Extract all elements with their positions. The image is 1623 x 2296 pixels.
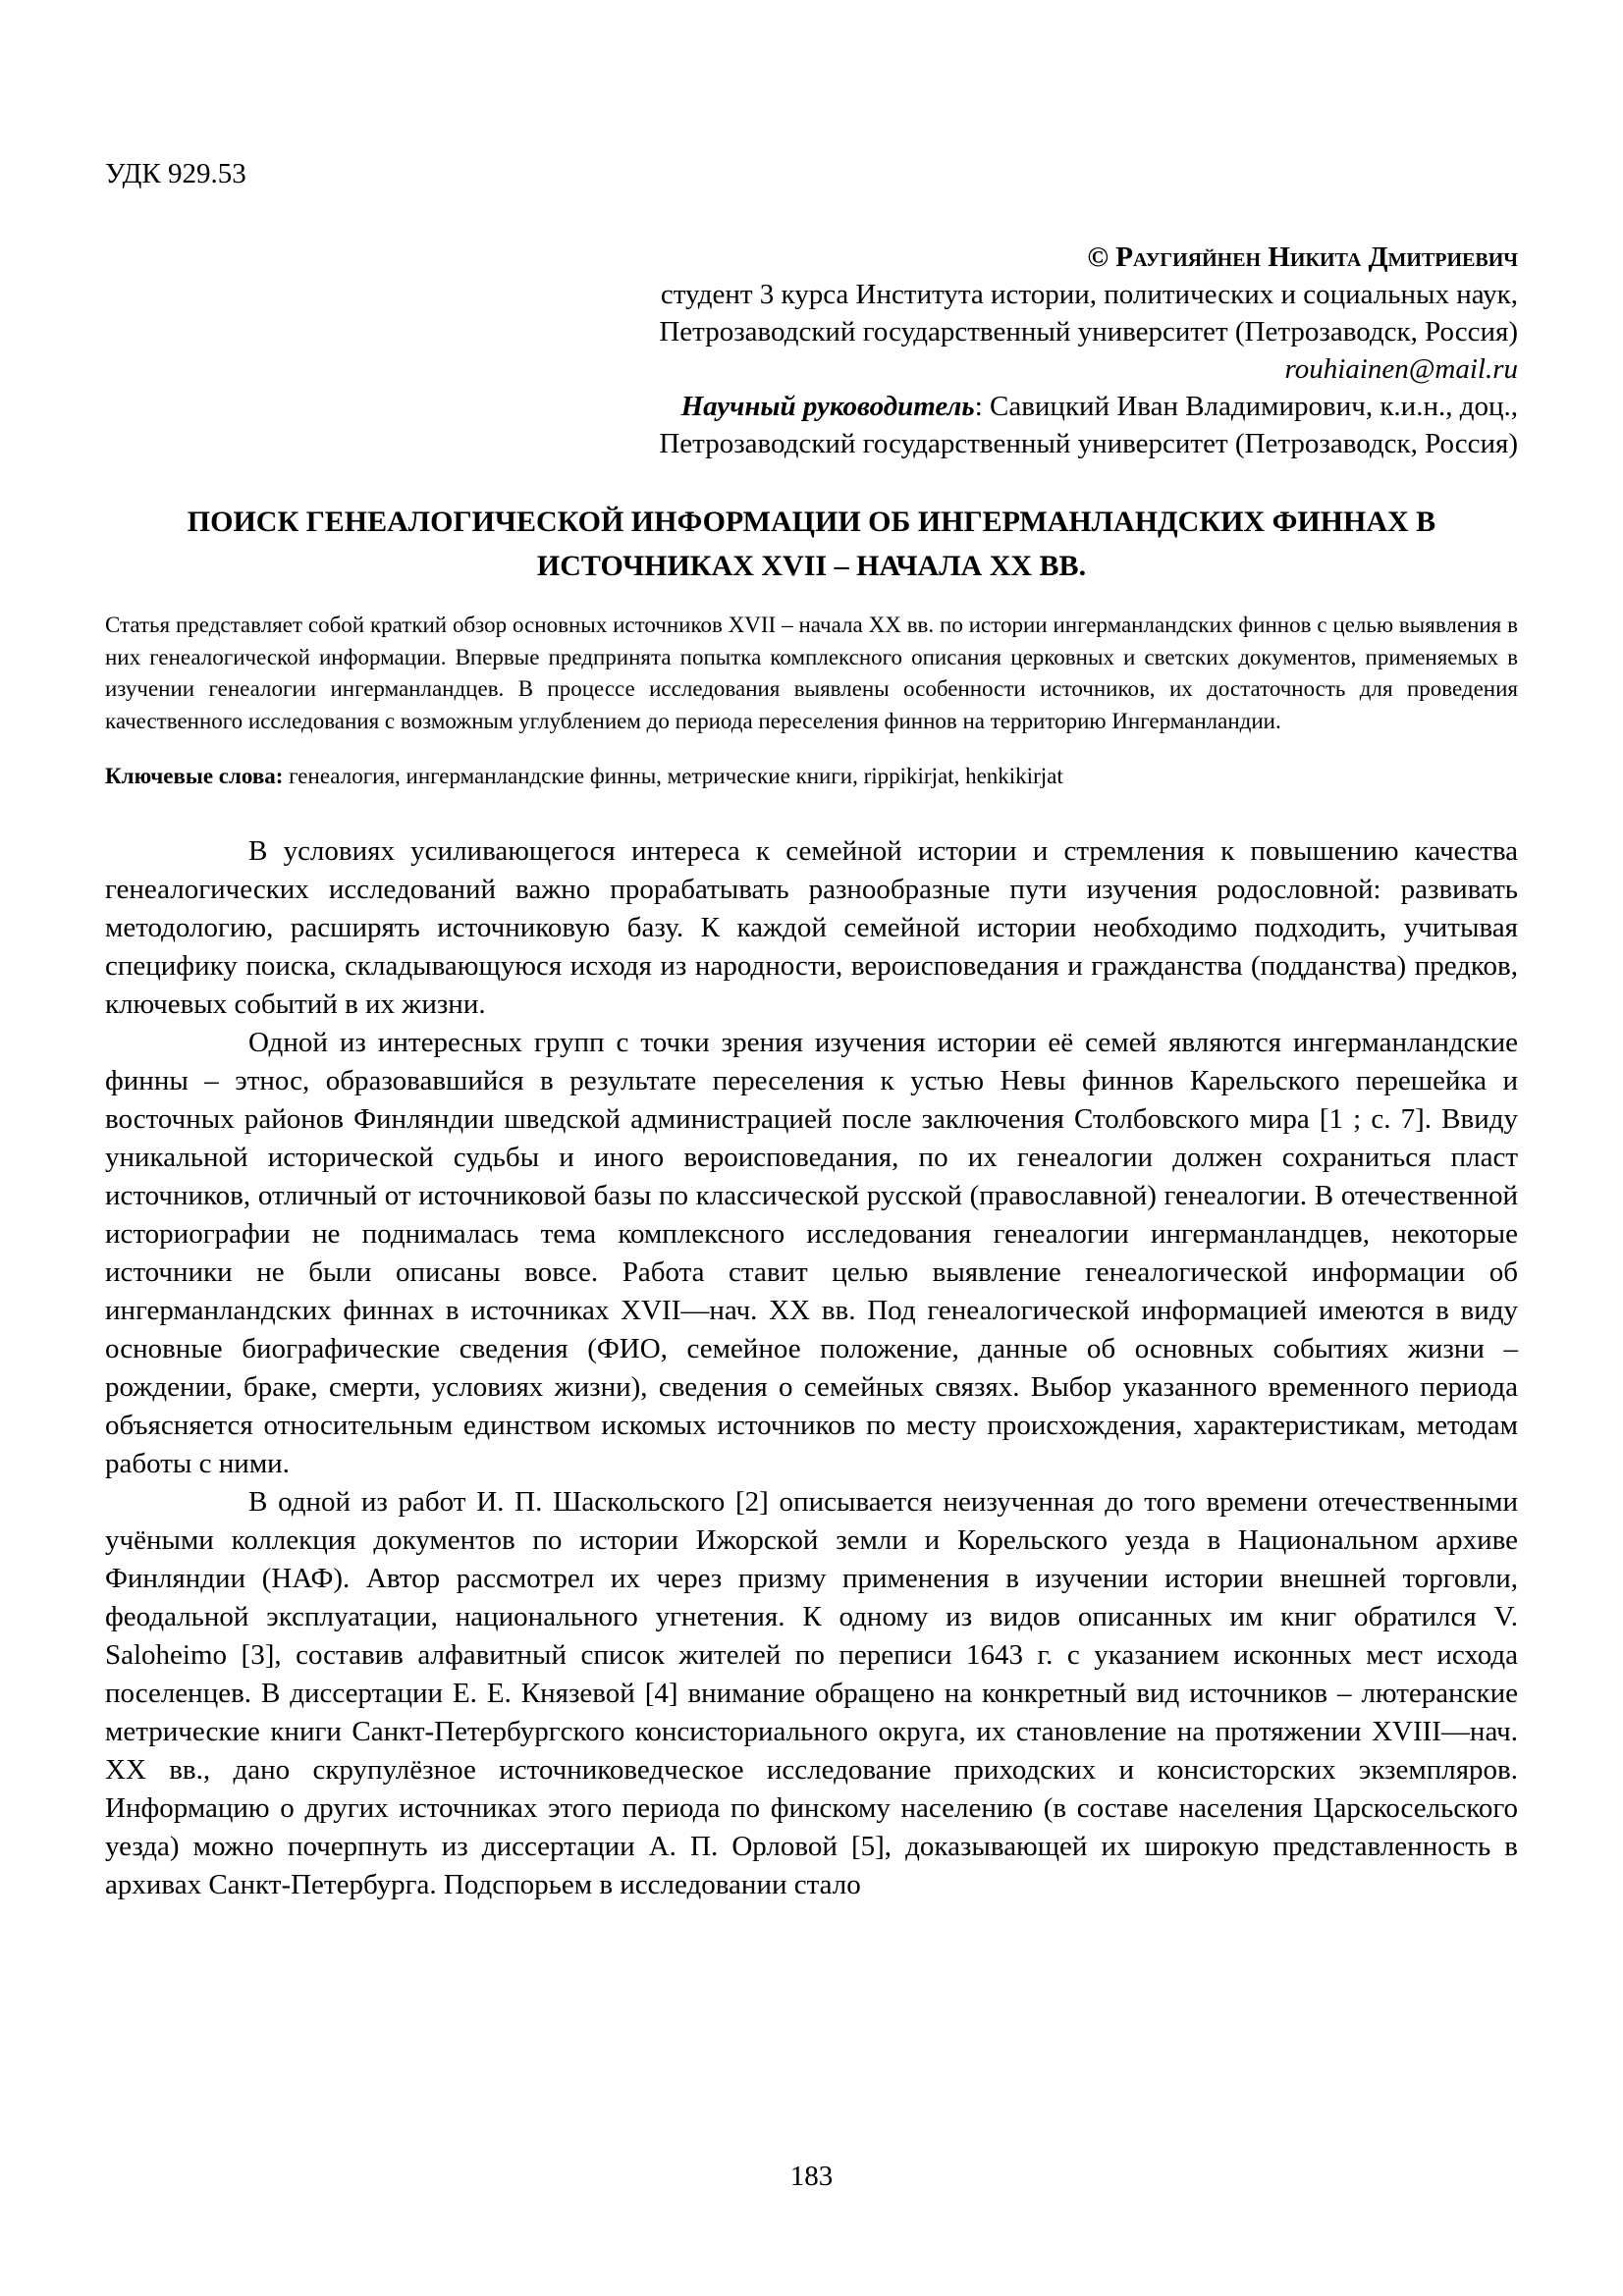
supervisor-label: Научный руководитель xyxy=(680,391,975,422)
body-paragraph-2: Одной из интересных групп с точки зрения изучения истории её семей являются ингерманландские финны – этнос, образовавшийся в результате переселения к устью Невы финнов Карельского перешейка и восточных районов Финляндии шведской администрацией после заключения Столбовского мира [1 ; с. 7]. Ввиду уникальной исторической судьбы и иного вероисповедания, по их генеалогии должен сохраниться пласт источников, отличный от источниковой базы по классической русской (православной) генеалогии. В отечественной историографии не поднималась тема комплексного исследования генеалогии ингерманландцев, некоторые источники не были описаны вовсе. Работа ставит целью выявление генеалогической информации об ингерманландских финнах в источниках XVII—нач. XX вв. Под генеалогической информацией имеются в виду основные биографические сведения (ФИО, семейное положение, данные об основных событиях жизни – рождении, браке, смерти, условиях жизни), сведения о семейных связях. Выбор указанного временного периода объясняется относительным единством искомых источников по месту происхождения, характеристикам, методам работы с ними. xyxy=(105,1026,1518,1479)
keywords-text: генеалогия, ингерманландские финны, метрические книги, rippikirjat, henkikirjat xyxy=(289,764,1063,788)
article-title: ПОИСК ГЕНЕАЛОГИЧЕСКОЙ ИНФОРМАЦИИ ОБ ИНГЕРМАНЛАНДСКИХ ФИННАХ В ИСТОЧНИКАХ XVII – НАЧАЛА XX ВВ. xyxy=(187,506,1436,582)
supervisor-line xyxy=(105,388,1518,425)
author-block xyxy=(105,239,1518,462)
body-paragraph-3: В одной из работ И. П. Шаскольского [2] описывается неизученная до того времени отечественными учёными коллекция документов по истории Ижорской земли и Корельского уезда в Национальном архиве Финляндии (НАФ). Автор рассмотрел их через призму применения в изучении истории внешней торговли, феодальной эксплуатации, национального угнетения. К одному из видов описанных им книг обратился V. Saloheimo [3], составив алфавитный список жителей по переписи 1643 г. с указанием исконных мест исхода поселенцев. В диссертации Е. Е. Князевой [4] внимание обращено на конкретный вид источников – лютеранские метрические книги Санкт-Петербургского консисториального округа, их становление на протяжении XVIII—нач. XX вв., дано скрупулёзное источниковедческое исследование приходских и консисторских экземпляров. Информацию о других источниках этого периода по финскому населению (в составе населения Царскосельского уезда) можно почерпнуть из диссертации А. П. Орловой [5], доказывающей их широкую представленность в архивах Санкт-Петербурга. Подспорьем в исследовании стало xyxy=(105,1485,1518,1900)
body-paragraph-1: В условиях усиливающегося интереса к семейной истории и стремления к повышению качества генеалогических исследований важно прорабатывать разнообразные пути изучения родословной: развивать методологию, расширять источниковую базу. К каждой семейной истории необходимо подходить, учитывая специфику поиска, складывающуюся исходя из народности, вероисповедания и гражданства (подданства) предков, ключевых событий в их жизни. xyxy=(105,834,1518,1020)
author-role-line: студент 3 курса Института истории, политических и социальных наук, xyxy=(660,279,1518,310)
keywords-label: Ключевые слова: xyxy=(105,764,284,788)
supervisor-text: : Савицкий Иван Владимирович, к.и.н., доц., xyxy=(974,391,1518,422)
article-abstract: Статья представляет собой краткий обзор основных источников XVII – начала XX вв. по истории ингерманландских финнов с целью выявления в них генеалогической информации. Впервые предпринята попытка комплексного описания церковных и светских документов, применяемых в изучении генеалогии ингерманландцев. В процессе исследования выявлены особенности источников, их достаточность для проведения качественного исследования с возможным углублением до периода переселения финнов на территорию Ингерманландии. xyxy=(105,613,1518,733)
author-copyright-line: © Раугияйнен Никита Дмитриевич xyxy=(1087,241,1518,273)
udc-code: УДК 929.53 xyxy=(105,158,246,189)
article-body xyxy=(105,832,1518,1904)
author-affiliation-1: Петрозаводский государственный университет (Петрозаводск, Россия) xyxy=(659,316,1518,347)
page-number: 183 xyxy=(789,2161,834,2192)
author-affiliation-2: Петрозаводский государственный университет (Петрозаводск, Россия) xyxy=(659,428,1518,459)
author-email: rouhiainen@mail.ru xyxy=(1284,353,1518,385)
keywords-line xyxy=(105,761,1518,793)
